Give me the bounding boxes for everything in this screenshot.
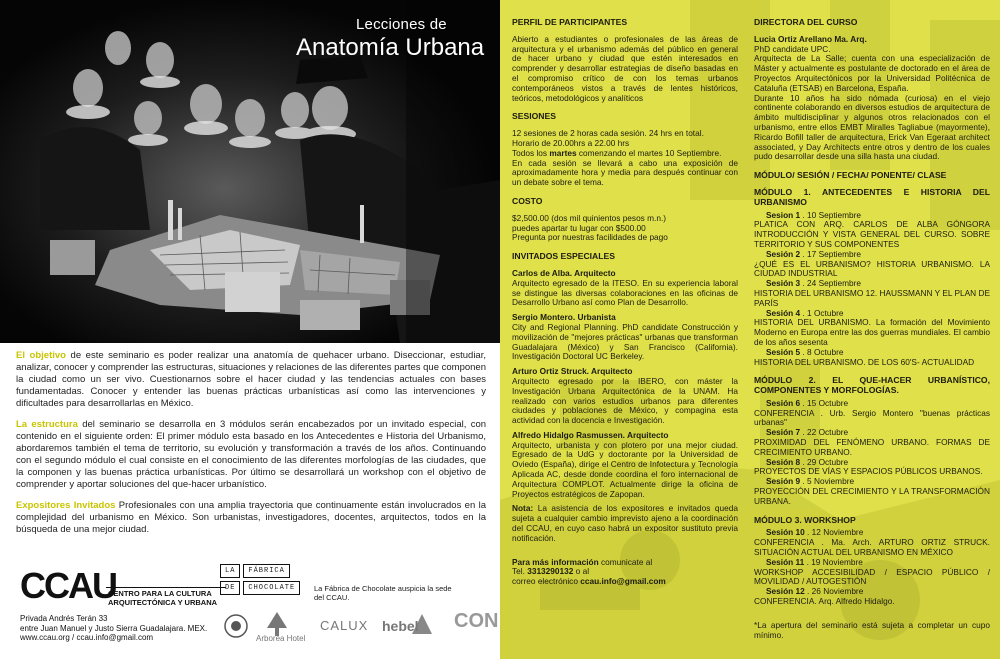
cost-heading: COSTO xyxy=(512,195,543,206)
session-row: Sesión 2 . 17 Septiembre xyxy=(766,248,862,259)
session-row: Sesión 8 . 29 Octubre xyxy=(766,456,849,467)
profile-heading: PERFIL DE PARTICIPANTES xyxy=(512,17,628,27)
title-big: Anatomía Urbana xyxy=(296,34,485,61)
guest-name: Carlos de Alba. Arquitecto xyxy=(512,267,616,278)
director-heading: DIRECTORA DEL CURSO xyxy=(754,17,858,27)
objective-paragraph: El objetivo de este seminario es poder realizar una anatomía de quehacer urbano. Diseccionar, estudiar, analizar, conocer y comprender las estructuras, situaciones y relaciones de las diferentes partes que componen la ciudad como un ser vivo. Cuestionarnos sobre el hacer ciudad y las tendencias actuales con bases fundamentadas. Conocer y entender las buenas prácticas urbanísticas así como las intervenciones y dificultades para desarrollarlas en México. xyxy=(16,350,486,409)
calux-logo: CALUX xyxy=(320,618,369,633)
session-row: Sesión 5 . 8 Octubre xyxy=(766,346,844,357)
profile-text: Abierto a estudiantes o profesionales de las áreas de arquitectura y el urbanismo además del público en general de hacer urbano y ciudad que estén interesados en comprender y desarrollar estrategias de diseño basadas en el compromiso crítico de con los temas urbanos contemporáneos vistos a través de lentes históricos, teóricos, metodológicos y analíticos xyxy=(512,33,738,103)
module-1-heading: MÓDULO 1. ANTECEDENTES E HISTORIA DEL URBANISMO xyxy=(754,186,990,207)
note-text: Nota: La asistencia de los expositores e invitados queda sujeta a cualquier cambio imprevisto ajeno a la coordinación del CCAU, en cuyo caso habrá un expositor sustituto previa notificación. xyxy=(512,503,738,543)
sessions-heading: SESIONES xyxy=(512,111,556,122)
hero-image xyxy=(0,0,500,343)
session-row: Sesión 7 . 22 Octubre xyxy=(766,427,849,438)
phone-link[interactable]: 3313290132 xyxy=(527,566,574,577)
director-name: Lucia Ortiz Arellano Ma. Arq. xyxy=(754,33,867,44)
speakers-paragraph: Expositores Invitados Profesionales con una amplia trayectoria que continuamente están involucrados en la complejidad del urbanismo en México. Son urbanistas, investigadores, docentes, arquitectos, todos en la búsqueda de una mejor ciudad. xyxy=(16,500,486,535)
session-row: Sesión 11 . 19 Noviembre xyxy=(766,556,863,567)
hero-title xyxy=(296,16,484,62)
footnote: *La apertura del seminario está sujeta a completar un cupo mínimo. xyxy=(754,619,990,640)
contact-links[interactable]: www.ccau.org / ccau.info@gmail.com xyxy=(20,633,154,642)
guest-name: Sergio Montero. Urbanista xyxy=(512,312,616,323)
guest-name: Alfredo Hidalgo Rasmussen. Arquitecto xyxy=(512,429,669,440)
module-2-heading: MÓDULO 2. EL QUE-HACER URBANÍSTICO, COMPONENTES Y MORFOLOGÍAS. xyxy=(754,375,990,396)
session-row: Sesión 10 . 12 Noviembre xyxy=(766,527,864,538)
session-row: Sesión 9 . 5 Noviembre xyxy=(766,476,855,487)
session-row: Sesión 3 . 24 Septiembre xyxy=(766,278,862,289)
email-link[interactable]: ccau.info@gmail.com xyxy=(580,576,666,587)
session-row: Sesión 6 . 15 Octubre xyxy=(766,397,849,408)
module-3-heading: MÓDULO 3. WORKSHOP xyxy=(754,514,856,525)
column-left: PERFIL DE PARTICIPANTES Abierto a estudiantes o profesionales de las áreas de arquitectura y el urbanismo además del público en general de hacer urbano y ciudad que estén interesados en comprender y desarrollar estrategias de diseño basadas en el compromiso crítico de con los temas urbanos contemporáneos vistos a través de lentes históricos, teóricos, metodológicos y analíticos SESIONES 12 sesiones de 2 horas cada sesión. 24 hrs en total. Horario de 20.00hrs a 22.00 hrs Todos los martes comenzando el martes 10 Septiembre. En cada sesión se llevará a cabo una exposición de aproximadamente hora y media para después continuar con un debate sobre el tema. COSTO $2,500.00 (dos mil quinientos pesos m.n.) puedes apartar tu lugar con $500.00 Pregunta por nuestras facilidades de pago INVITADOS ESPECIALES Carlos de Alba. Arquitecto Arquitecto egresado de la ITESO. En su experiencia laboral se distingue las diversas colaboraciones en las oficinas de Desarrollo Urbano así como Plan de Desarrollo. Sergio Montero. Urbanista City and Regional Planning. PhD candidate Construcción y movilización de "mejores prácticas" urbanas que transforman Guadalajara (México) y San Francisco (California). Investigación Doctoral UC Berkeley. Arturo Ortiz Struck. Arquitecto Arquitecto egresado por la IBERO, con máster la Investigación Urbana Arquitectónica de la UNAM. Ha realizado con varios estudios urbanos para diferentes ciudades y poblaciones de México, y compagina esta actividad con la docencia e Investigación. Alfredo Hidalgo Rasmussen. Arquitecto Arquitecto, urbanista y con plotero por una mejor ciudad. Egresado de la UdG y doctorante por la Universidad de Oviedo (España), dirige el Centro de Infotectura y Tecnología Aplicada AC, desde donde coordina el foro internacional de Arquitectura COMPLOT. Actualmente dirige la oficina de Proyectos estratégicos de Zapopan. Nota: La asistencia de los expositores e invitados queda sujeta a cualquier cambio imprevisto ajeno a la coordinación del CCAU, en cuyo caso habrá un expositor sustituto previa notificación. Para más información comunicate al Tel. 3313290132 o al correo electrónico ccau.info@gmail.com xyxy=(512,17,738,587)
arborea-logo: Arborea Hotel xyxy=(256,634,306,643)
sponsor-logos xyxy=(222,604,499,648)
fabrica-logo: LA FÁBRICA DE CHOCOLATE xyxy=(220,564,300,598)
session-row: Sesión 4 . 1 Octubre xyxy=(766,307,844,318)
guests-heading: INVITADOS ESPECIALES xyxy=(512,251,615,262)
ccau-name: CENTRO PARA LA CULTURA ARQUITECTÓNICA Y URBANA xyxy=(108,589,218,607)
address: Privada Andrés Terán 33 entre Juan Manuel y Justo Sierra Guadalajara. MEX. www.ccau.org / ccau.info@gmail.com xyxy=(20,614,208,642)
ccau-logo xyxy=(20,566,230,611)
con-logo: CON xyxy=(454,610,499,632)
structure-paragraph: La estructura del seminario se desarrolla en 3 módulos serán encabezados por un invitado especial, con contenido en el siguiente orden: El primer módulo esta basado en los Antecedentes e Historia del Urbanismo, abordaremos también el tema de territorio, su evolución y transformación a través de los años. Continuando con el segundo módulo el cual consiste en el conocimiento de las diferentes morfologías de las ciudades, que la componen y las buenas práctica urbanísticas. Por último se desarrollará un workshop con el objetivo de comprender y aportar soluciones del que-hacer urbanístico. xyxy=(16,419,487,490)
title-small: Lecciones de xyxy=(356,16,447,33)
session-row: Sesion 1 . 10 Septiembre xyxy=(766,209,862,220)
fabrica-note: La Fábrica de Chocolate auspicia la sede del CCAU. xyxy=(314,584,452,602)
right-panel xyxy=(500,0,1000,659)
schedule-heading: MÓDULO/ SESIÓN / FECHA/ PONENTE/ CLASE xyxy=(754,170,947,181)
column-right: DIRECTORA DEL CURSO Lucia Ortiz Arellano Ma. Arq. PhD candidate UPC. Arquitecta de La Salle; cuenta con una especialización de Máster y actualmente es postulante de doctorado en el área de Proyectos Arquitectónicos por la Universidad Politécnica de Cataluña (ETSAB) en Barcelona, España. Durante 10 años ha sido nómada (curiosa) en el viejo continente colaborando en diversos estudios de arquitectura de ámbito multidisciplinar y algunos otros relacionados con el urbanismo, entre ellos EMBT Miralles Tagliabue (mayormente), Ricardo Bofill taller de arquitectura, Erick Van Egeraat architect associated, y Day Architects entre otros y dentro de los cuales pudo desarrollar desde una silla hasta una ciudad. MÓDULO/ SESIÓN / FECHA/ PONENTE/ CLASE MÓDULO 1. ANTECEDENTES E HISTORIA DEL URBANISMO Sesion 1 . 10 Septiembre PLATICA CON ARQ. CARLOS DE ALBA GÓNGORA INTRODUCCIÓN Y VISTA GENERAL DEL CURSO. SOBRE TERRITORIO Y SUS COMPONENTES Sesión 2 . 17 Septiembre ¿QUÉ ES EL URBANISMO? HISTORIA URBANISMO. LA CIUDAD INDUSTRIAL Sesión 3 . 24 Septiembre HISTORIA DEL URBANISMO 12. HAUSSMANN Y EL PLAN DE PARÍS Sesión 4 . 1 Octubre HISTORIA DEL URBANISMO. La formación del Movimiento Moderno en Europa entre las dos guerras mundiales. El cambio de los años sesenta Sesión 5 . 8 Octubre HISTORIA DEL URBANISMO. DE LOS 60'S- ACTUALIDAD MÓDULO 2. EL QUE-HACER URBANÍSTICO, COMPONENTES Y MORFOLOGÍAS. Sesión 6 . 15 Octubre CONFERENCIA . Urb. Sergio Montero "buenas prácticas urbanas" Sesión 7 . 22 Octubre PROXIMIDAD DEL FENÓMENO URBANO. FORMAS DE CRECIMIENTO URBANO. Sesión 8 . 29 Octubre PROYECTOS DE VÍAS Y ESPACIOS PÚBLICOS URBANOS. Sesión 9 . 5 Noviembre PROYECCIÓN DEL CRECIMIENTO Y LA TRANSFORMACIÓN URBANA. MÓDULO 3. WORKSHOP Sesión 10 . 12 Noviembre CONFERENCIA . Ma. Arch. ARTURO ORTIZ STRUCK. SITUACIÓN ACTUAL DEL URBANISMO EN MÉXICO Sesión 11 . 19 Noviembre WORKSHOP ACCESIBILIDAD / ESPACIO PÚBLICO / MOVILIDAD / AUTOGESTIÓN Sesión 12 . 26 Noviembre CONFERENCIA. Arq. Alfredo Hidalgo. *La apertura del seminario está sujeta a completar un cupo mínimo. xyxy=(754,17,990,640)
intro-text xyxy=(16,350,486,545)
hebel-logo: hebel xyxy=(382,618,419,634)
session-row: Sesión 12 . 26 Noviembre xyxy=(766,586,864,597)
ccau-mark: CCAU xyxy=(20,565,116,606)
guest-name: Arturo Ortiz Struck. Arquitecto xyxy=(512,366,633,377)
